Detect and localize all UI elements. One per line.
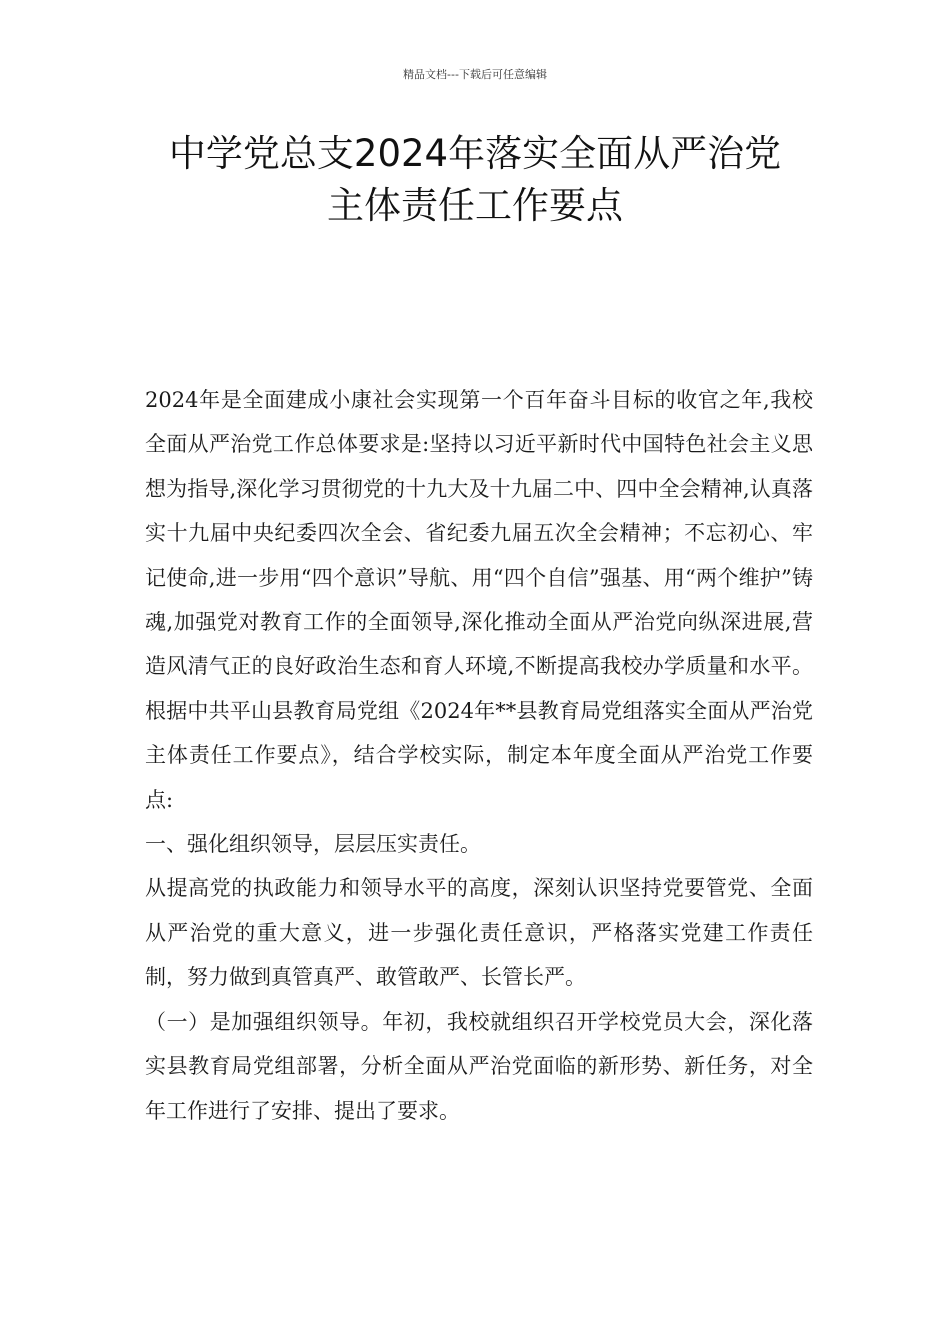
document-body bbox=[145, 378, 813, 1133]
section-heading-1: 一、强化组织领导，层层压实责任。 bbox=[145, 832, 481, 857]
document-title bbox=[100, 128, 850, 232]
header-note: 精品文档---下载后可任意编辑 bbox=[403, 68, 547, 81]
title-line-1: 中学党总支2024年落实全面从严治党 bbox=[168, 132, 782, 175]
title-line-2: 主体责任工作要点 bbox=[327, 184, 623, 227]
body-paragraph-section-1: 从提高党的执政能力和领导水平的高度，深刻认识坚持党要管党、全面从严治党的重大意义，进一步强化责任意识，严格落实党建工作责任制，努力做到真管真严、敢管敢严、长管长严。 bbox=[145, 876, 813, 990]
body-paragraph-intro: 2024年是全面建成小康社会实现第一个百年奋斗目标的收官之年,我校全面从严治党工作总体要求是:坚持以习近平新时代中国特色社会主义思想为指导,深化学习贯彻党的十九大及十九届二中、四中全会精神,认真落实十九届中央纪委四次全会、省纪委九届五次全会精神；不忘初心、牢记使命,进一步用“四个意识”导航、用“四个自信”强基、用“两个维护”铸魂,加强党对教育工作的全面领导,深化推动全面从严治党向纵深进展,营造风清气正的良好政治生态和育人环境,不断提高我校办学质量和水平。根据中共平山县教育局党组《2024年**县教育局党组落实全面从严治党主体责任工作要点》，结合学校实际，制定本年度全面从严治党工作要点: bbox=[145, 388, 813, 812]
body-paragraph-item-1: （一）是加强组织领导。年初，我校就组织召开学校党员大会，深化落实县教育局党组部署，分析全面从严治党面临的新形势、新任务，对全年工作进行了安排、提出了要求。 bbox=[145, 1009, 813, 1123]
